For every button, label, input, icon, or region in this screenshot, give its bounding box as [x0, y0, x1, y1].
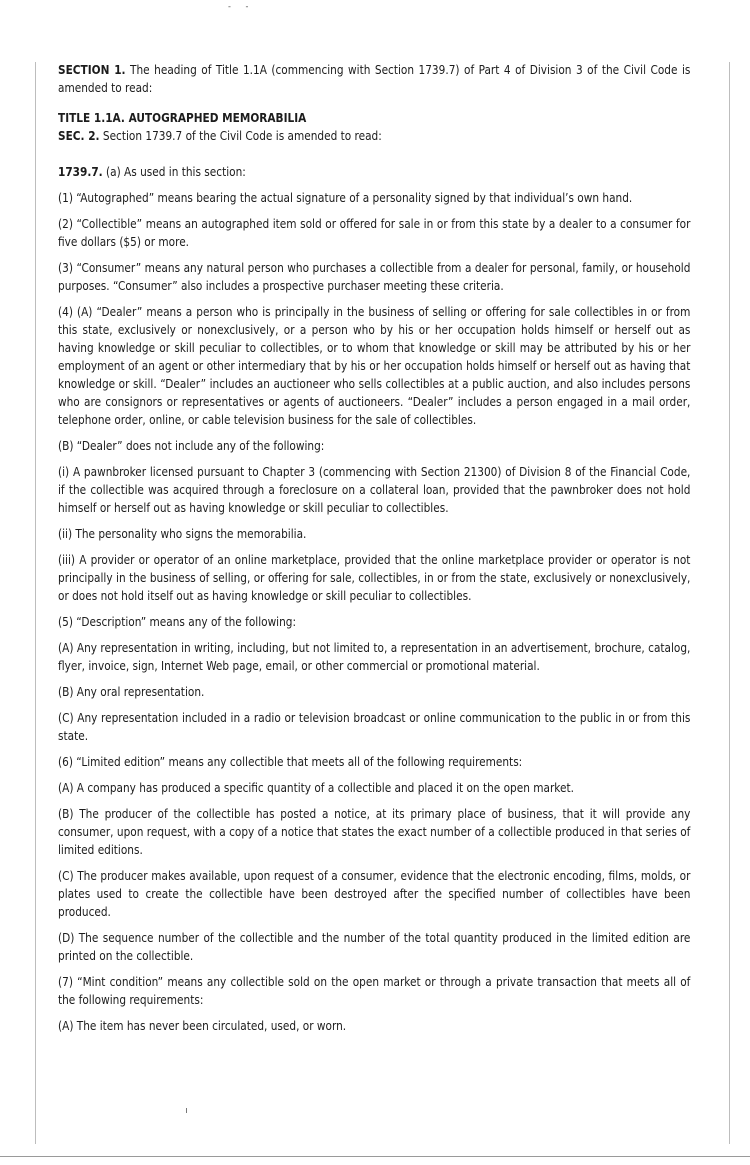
page-bottom-rule	[0, 1156, 750, 1157]
statute-intro	[58, 163, 690, 181]
dealer-exclusions-intro: (B) “Dealer” does not include any of the following:	[58, 438, 325, 453]
limited-edition-requirement-d: (D) The sequence number of the collectible and the number of the total quantity produced in the limited edition are printed on the collectible.	[58, 930, 691, 963]
definition-autographed: (1) “Autographed” means bearing the actual signature of a personality signed by that individual’s own hand.	[58, 190, 633, 205]
limited-edition-requirement-b: (B) The producer of the collectible has posted a notice, at its primary place of business, that it will provide any consumer, upon request, with a copy of a notice that states the exact number of a collectible produced in that series of limited editions.	[58, 806, 691, 857]
statute-intro-text: (a) As used in this section:	[102, 164, 246, 179]
right-margin-line	[729, 62, 730, 1144]
definition-collectible: (2) “Collectible” means an autographed item sold or offered for sale in or from this state by a dealer to a consumer for five dollars ($5) or more.	[58, 216, 691, 249]
definition-dealer: (4) (A) “Dealer” means a person who is principally in the business of selling or offering for sale collectibles in or from this state, exclusively or nonexclusively, or a person who by his or her occupation holds himself or herself out as having knowledge or skill peculiar to collectibles, or to whom that knowledge or skill may be attributed by his or her employment of an agent or other intermediary that by his or her occupation holds himself or herself out as having that knowledge or skill. “Dealer” includes an auctioneer who sells collectibles at a public auction, and also includes persons who are consignors or representatives or agents of auctioneers. “Dealer” includes a person engaged in a mail order, telephone order, online, or cable television business for the sale of collectibles.	[58, 304, 691, 427]
dealer-exclusion-pawnbroker: (i) A pawnbroker licensed pursuant to Chapter 3 (commencing with Section 21300) of Division 8 of the Financial Code, if the collectible was acquired through a foreclosure on a collateral loan, provided that the pawnbroker does not hold himself or herself out as having knowledge or skill peculiar to collectibles.	[58, 464, 691, 515]
section-2-label: SEC. 2.	[58, 128, 100, 143]
description-oral: (B) Any oral representation.	[58, 684, 205, 699]
document-body	[58, 61, 690, 1043]
definition-mint-condition: (7) “Mint condition” means any collectible sold on the open market or through a private transaction that meets all of the following requirements:	[58, 974, 691, 1007]
description-written: (A) Any representation in writing, including, but not limited to, a representation in an advertisement, brochure, catalog, flyer, invoice, sign, Internet Web page, email, or other commercial or promotional material.	[58, 640, 691, 673]
limited-edition-requirement-c: (C) The producer makes available, upon request of a consumer, evidence that the electronic encoding, films, molds, or plates used to create the collectible have been destroyed after the specified number of collectibles have been produced.	[58, 868, 691, 919]
section-2-paragraph	[58, 127, 690, 145]
left-margin-line	[35, 62, 36, 1144]
dealer-exclusion-online-marketplace: (iii) A provider or operator of an online marketplace, provided that the online marketplace provider or operator is not principally in the business of selling, or offering for sale, collectibles, in or from the state, exclusively or nonexclusively, or does not hold itself out as having knowledge or skill peculiar to collectibles.	[58, 552, 691, 603]
definition-limited-edition: (6) “Limited edition” means any collectible that meets all of the following requirements:	[58, 754, 523, 769]
definition-consumer: (3) “Consumer” means any natural person who purchases a collectible from a dealer for personal, family, or household purposes. “Consumer” also includes a prospective purchaser meeting these criteria.	[58, 260, 691, 293]
section-1-label: SECTION 1.	[58, 62, 126, 77]
title-block	[58, 109, 690, 145]
title-heading: TITLE 1.1A. AUTOGRAPHED MEMORABILIA	[58, 110, 307, 125]
description-broadcast: (C) Any representation included in a radio or television broadcast or online communication to the public in or from this state.	[58, 710, 691, 743]
section-1-paragraph	[58, 61, 690, 97]
statute-number: 1739.7.	[58, 164, 103, 179]
section-1-text: The heading of Title 1.1A (commencing with Section 1739.7) of Part 4 of Division 3 of the Civil Code is amended to read:	[58, 62, 691, 95]
mint-condition-requirement-a: (A) The item has never been circulated, used, or worn.	[58, 1018, 347, 1033]
scan-artifact-mark: - -	[228, 2, 255, 12]
scan-artifact-tick	[186, 1108, 187, 1113]
section-2-text: Section 1739.7 of the Civil Code is amended to read:	[99, 128, 382, 143]
limited-edition-requirement-a: (A) A company has produced a specific quantity of a collectible and placed it on the open market.	[58, 780, 574, 795]
definition-description: (5) “Description” means any of the following:	[58, 614, 297, 629]
dealer-exclusion-personality: (ii) The personality who signs the memorabilia.	[58, 526, 307, 541]
